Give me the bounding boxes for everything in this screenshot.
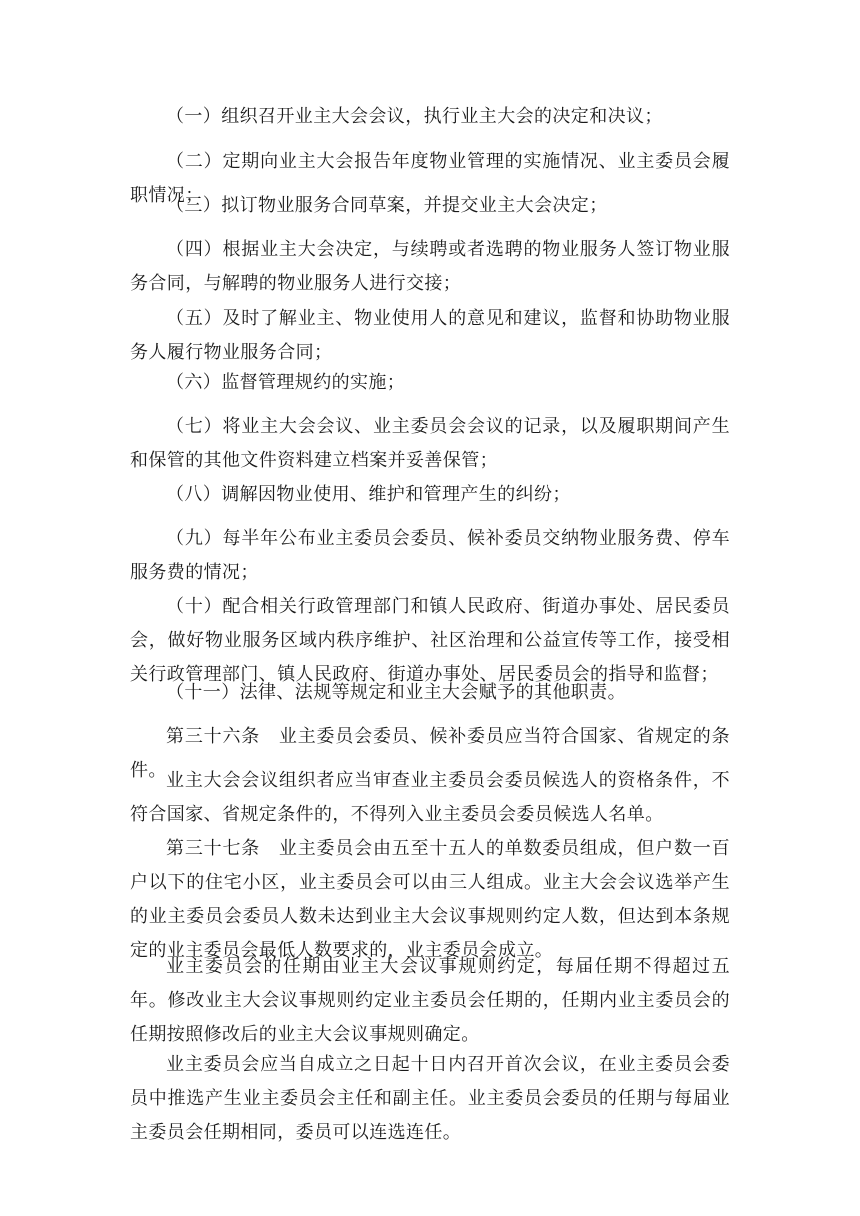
duty-item-2: （二）定期向业主大会报告年度物业管理的实施情况、业主委员会履职情况； [130, 151, 730, 206]
duty-item-10: （十）配合相关行政管理部门和镇人民政府、街道办事处、居民委员会，做好物业服务区域内秩序维护、社区治理和公益宣传等工作，接受相关行政管理部门、镇人民政府、街道办事处、居民委员会的指导和监督； [130, 596, 730, 685]
duty-item-6: （六）监督管理规约的实施； [166, 372, 406, 393]
duty-item-9: （九）每半年公布业主委员会委员、候补委员交纳物业服务费、停车服务费的情况； [130, 528, 730, 583]
duty-item-11: （十一）法律、法规等规定和业主大会赋予的其他职责。 [166, 682, 626, 703]
duty-item-3: （三）拟订物业服务合同草案，并提交业主大会决定； [166, 195, 608, 216]
article-37: 第三十七条 业主委员会由五至十五人的单数委员组成，但户数一百户以下的住宅小区，业主委员会可以由三人组成。业主大会会议选举产生的业主委员会委员人数未达到业主大会议事规则约定人数，但达到本条规定的业主委员会最低人数要求的，业主委员会成立。 [130, 838, 730, 961]
article-37-paragraph-3: 业主委员会应当自成立之日起十日内召开首次会议，在业主委员会委员中推选产生业主委员会主任和副主任。业主委员会委员的任期与每届业主委员会任期相同，委员可以连选连任。 [130, 1054, 730, 1143]
duty-item-7: （七）将业主大会会议、业主委员会会议的记录，以及履职期间产生和保管的其他文件资料建立档案并妥善保管； [130, 416, 730, 471]
article-37-paragraph-2: 业主委员会的任期由业主大会议事规则约定，每届任期不得超过五年。修改业主大会议事规则约定业主委员会任期的，任期内业主委员会的任期按照修改后的业主大会议事规则确定。 [130, 956, 730, 1045]
duty-item-8: （八）调解因物业使用、维护和管理产生的纠纷； [166, 484, 571, 505]
duty-item-4: （四）根据业主大会决定，与续聘或者选聘的物业服务人签订物业服务合同，与解聘的物业服务人进行交接； [130, 239, 730, 294]
duty-item-5: （五）及时了解业主、物业使用人的意见和建议，监督和协助物业服务人履行物业服务合同； [130, 308, 730, 363]
article-36-paragraph-2: 业主大会会议组织者应当审查业主委员会委员候选人的资格条件，不符合国家、省规定条件的，不得列入业主委员会委员候选人名单。 [130, 770, 730, 825]
duty-item-1: （一）组织召开业主大会会议，执行业主大会的决定和决议； [166, 106, 663, 127]
article-36: 第三十六条 业主委员会委员、候补委员应当符合国家、省规定的条件。 [130, 726, 730, 781]
